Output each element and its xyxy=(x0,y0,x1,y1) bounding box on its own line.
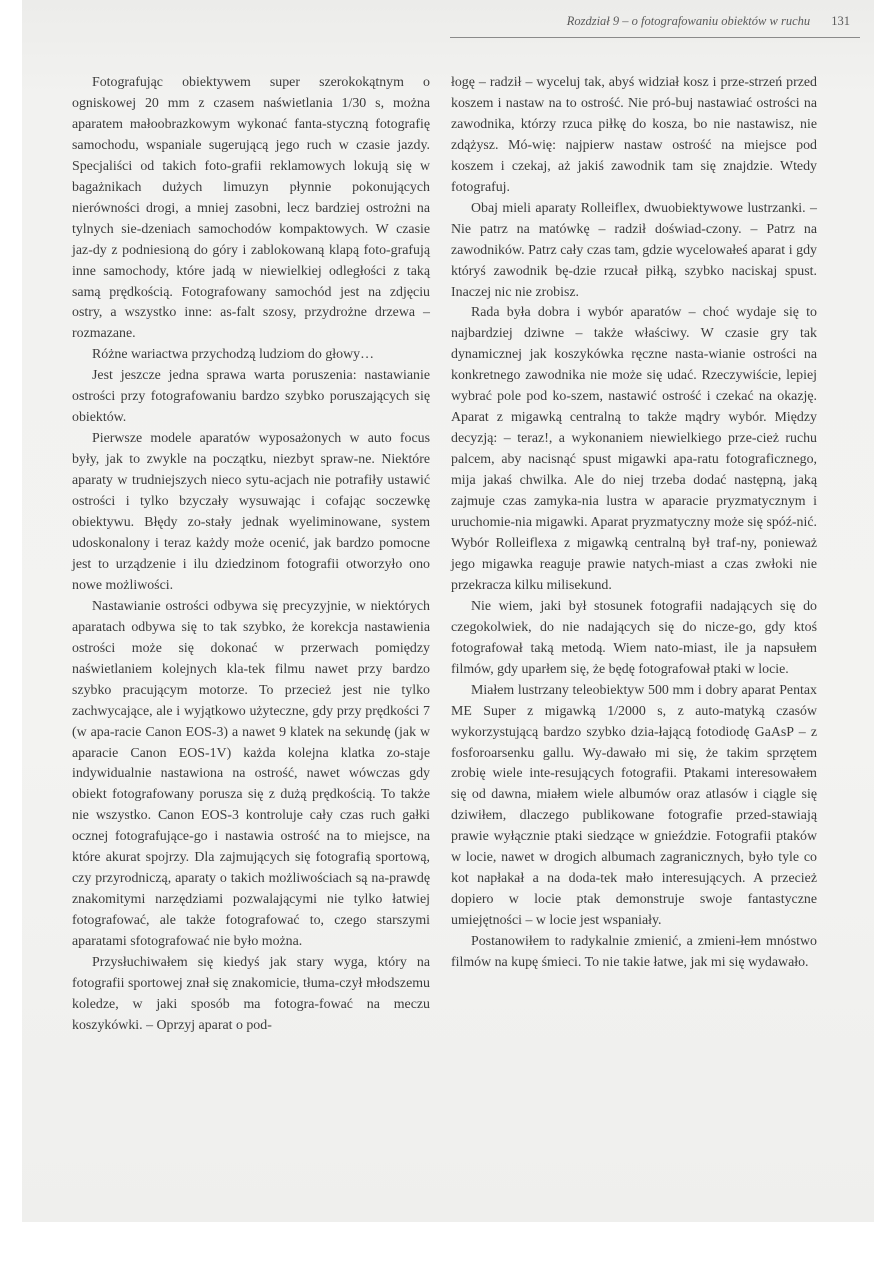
page-number: 131 xyxy=(831,14,850,28)
paragraph: Obaj mieli aparaty Rolleiflex, dwuobiektywowe lustrzanki. – Nie patrz na matówkę – radził doświad-czony. – Patrz na zawodników. Patrz cały czas tam, gdzie wycelowałeś aparat i gdy któryś zawodnik bę-dzie rzucał piłką, szybko naciskaj spust. Inaczej nic nie zrobisz. xyxy=(451,200,817,300)
paragraph: Pierwsze modele aparatów wyposażonych w auto focus były, jak to zwykle na początku, niezbyt spraw-ne. Niektóre aparaty w trudniejszych nieco sytu-acjach nie potrafiły ustawić ostrości i tylko bzyczały wysuwając i cofając soczewkę obiektywu. Błędy zo-stały jednak wyeliminowane, system udoskonalony i teraz każdy może ocenić, jak bardzo pomocne jest to urządzenie i ilu dziedzinom fotografii otworzyło ono nowe możliwości. xyxy=(72,431,430,593)
book-page xyxy=(22,0,874,1222)
paragraph: Miałem lustrzany teleobiektyw 500 mm i dobry aparat Pentax ME Super z migawką 1/2000 s, z auto-matyką czasów wykorzystującą bardzo szybko dzia-łającą fotodiodę GaAsP – z fosforoarsenku gallu. Wy-dawało mi się, że takim sprzętem zrobię wiele inte-resujących fotografii. Ptakami interesowałem się od dawna, miałem wiele albumów oraz atlasów i ciągle się dziwiłem, dlaczego publikowane fotografie przed-stawiają prawie wyłącznie ptaki siedzące w gnieździe. Fotografii ptaków w locie, nawet w drogich albumach zagranicznych, było tyle co kot napłakał a na doda-tek mało interesujących. A przecież dopiero w locie ptak demonstruje swoje fantastyczne umiejętności – w locie jest wspaniały. xyxy=(451,682,817,929)
paragraph: Różne wariactwa przychodzą ludziom do głowy… xyxy=(92,347,374,363)
right-column xyxy=(451,73,817,974)
paragraph: Fotografując obiektywem super szerokokątnym o ogniskowej 20 mm z czasem naświetlania 1/30 s, można aparatem małoobrazkowym wykonać fanta-styczną fotografię samochodu, wspaniale sugerującą jego ruch w czasie jazdy. Specjaliści od takich foto-grafii reklamowych lokują się w bagażnikach dużych limuzyn płynnie pokonujących nierówności drogi, a mniej zasobni, lecz bardziej ostrożni na tylnych sie-dzeniach samochodów kompaktowych. W czasie jaz-dy z podniesioną do góry i zablokowaną klapą foto-grafują inne samochody, które jadą w niewielkiej odległości z taką samą prędkością. Fotografowany samochód jest na zdjęciu ostry, a wszystko inne: as-falt szosy, przydrożne drzewa – rozmazane. xyxy=(72,75,430,342)
paragraph: Jest jeszcze jedna sprawa warta poruszenia: nastawianie ostrości przy fotografowaniu bardzo szybko poruszających się obiektów. xyxy=(72,368,430,426)
paragraph: Rada była dobra i wybór aparatów – choć wydaje się to najbardziej dziwne – także właściwy. W czasie gry tak dynamicznej jak koszykówka ręczne nasta-wianie ostrości na konkretnego zawodnika nie może się udać. Rzeczywiście, lepiej wybrać pole pod ko-szem, nastawić ostrość i czekać na okazję. Aparat z migawką centralną to także mądry wybór. Między decyzją: – teraz!, a wykonaniem niewielkiego prze-cież ruchu palcem, aby nacisnąć spust migawki apa-ratu fotograficznego, mija jakaś chwilka. Ale do niej trzeba dodać następną, jaką zajmuje czas zamyka-nia lustra w aparacie pryzmatycznym i uruchomie-nia migawki. Aparat pryzmatyczny może się spóź-nić. Wybór Rolleiflexa z migawką centralną był traf-ny, ponieważ jego migawka reaguje prawie natych-miast a czas zwłoki nie przekracza kilku milisekund. xyxy=(451,305,817,593)
paragraph: Przysłuchiwałem się kiedyś jak stary wyga, który na fotografii sportowej znał się znakomicie, tłuma-czył młodszemu koledze, w jaki sposób ma fotogra-fować na meczu koszykówki. – Oprzyj aparat o pod- xyxy=(72,955,430,1033)
paragraph: Postanowiłem to radykalnie zmienić, a zmieni-łem mnóstwo filmów na kupę śmieci. To nie takie łatwe, jak mi się wydawało. xyxy=(451,934,817,971)
chapter-title: Rozdział 9 – o fotografowaniu obiektów w ruchu xyxy=(566,14,811,28)
paragraph: łogę – radził – wyceluj tak, abyś widział kosz i prze-strzeń przed koszem i nastaw na to ostrość. Nie pró-buj nastawiać ostrości na zawodnika, którzy rzuca piłkę do kosza, bo nie nastawisz, nie zdążysz. Mó-wię: najpierw nastaw ostrość na miejsce pod koszem i czekaj, aż jakiś zawodnik tam się znajdzie. Wtedy fotografuj. xyxy=(451,75,817,195)
paragraph: Nie wiem, jaki był stosunek fotografii nadających się do czegokolwiek, do nie nadających się do nicze-go, gdy ktoś fotografował taką metodą. Wiem nato-miast, ile ja napsułem filmów, gdy uparłem się, że będę fotografował ptaki w locie. xyxy=(451,598,817,677)
running-header xyxy=(567,14,850,29)
paragraph: Nastawianie ostrości odbywa się precyzyjnie, w niektórych aparatach odbywa się to tak szybko, że korekcja nastawienia ostrości może się dokonać w przerwach pomiędzy naświetlaniem kolejnych kla-tek filmu nawet przy bardzo szybko pracującym motorze. To przecież jest nie tylko zachwycające, ale i wyjątkowo użyteczne, gdy przy prędkości 7 (w apa-racie Canon EOS-3) a nawet 9 klatek na sekundę (jak w aparacie Canon EOS-1V) każda kolejna klatka zo-staje indywidualnie nastawiona na ostrość, nawet wówczas gdy obiekt fotografowany porusza się z dużą prędkością. To także nie wszystko. Canon EOS-3 kontroluje cały czas ruch gałki ocznej fotografujące-go i nastawia ostrość na to miejsce, na które akurat spojrzy. Dla zajmujących się fotografią sportową, czy przyrodniczą, aparaty o takich możliwościach są na-prawdę znakomitymi narzędziami pozwalającymi nie tylko łatwiej fotografować, ale także fotografować to, czego starszymi aparatami sfotografować nie było można. xyxy=(72,598,430,950)
left-column xyxy=(72,73,430,1037)
header-rule xyxy=(450,37,860,38)
